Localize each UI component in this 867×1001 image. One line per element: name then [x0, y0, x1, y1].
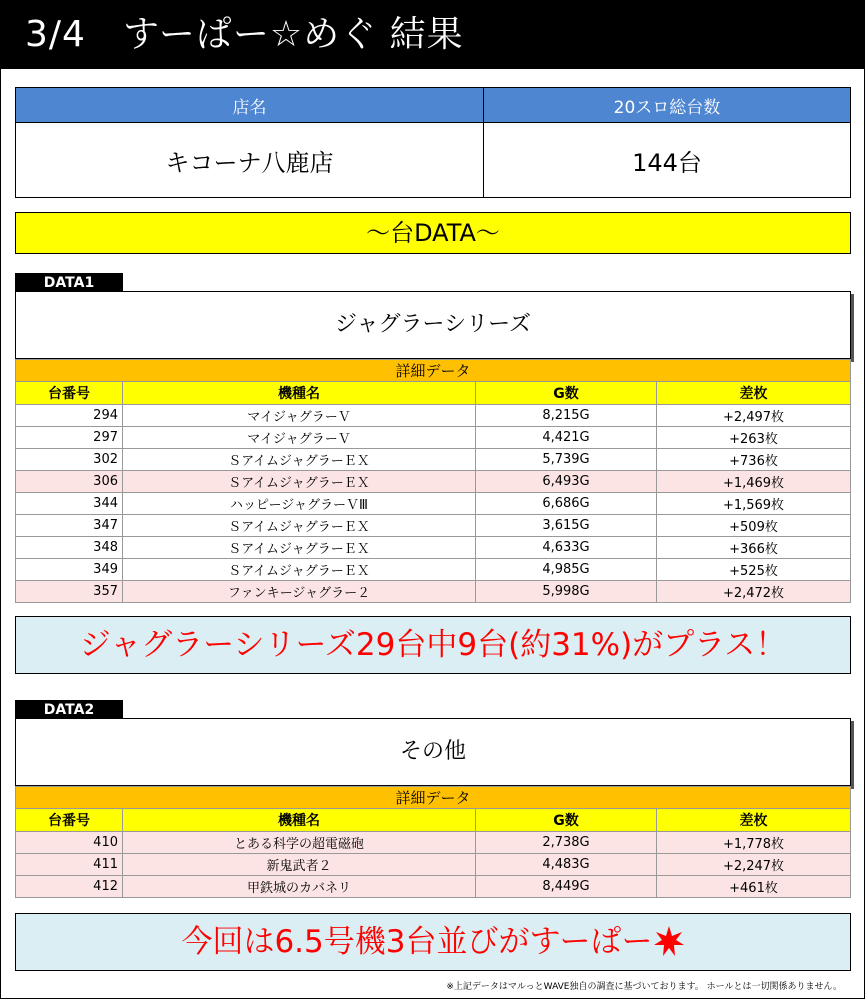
- machine-name-cell: マイジャグラーＶ: [123, 405, 476, 427]
- games-cell: 3,615G: [476, 515, 657, 537]
- data-banner: ～台DATA～: [15, 212, 851, 254]
- difference-cell: +461枚: [657, 876, 851, 898]
- machine-name-cell: ＳアイムジャグラーＥＸ: [123, 537, 476, 559]
- shop-info-table: [15, 87, 851, 198]
- table-row: [16, 427, 851, 449]
- difference-cell: +2,497枚: [657, 405, 851, 427]
- table-row: [16, 537, 851, 559]
- games-cell: 2,738G: [476, 832, 657, 854]
- difference-cell: +509枚: [657, 515, 851, 537]
- machine-name-cell: とある科学の超電磁砲: [123, 832, 476, 854]
- page-title: 3/4 すーぱー☆めぐ 結果: [1, 1, 864, 69]
- games-cell: 8,215G: [476, 405, 657, 427]
- machine-number-cell: 302: [16, 449, 123, 471]
- games-cell: 5,739G: [476, 449, 657, 471]
- machine-name-cell: ＳアイムジャグラーＥＸ: [123, 559, 476, 581]
- col-difference: 差枚: [657, 809, 851, 832]
- machine-number-cell: 412: [16, 876, 123, 898]
- data1-table: [15, 359, 851, 603]
- machine-number-cell: 344: [16, 493, 123, 515]
- data1-rows: [16, 405, 851, 603]
- difference-cell: +1,778枚: [657, 832, 851, 854]
- data2-summary-text: 今回は6.5号機3台並びがすーぱー: [181, 924, 653, 960]
- table-row: [16, 493, 851, 515]
- difference-cell: +2,472枚: [657, 581, 851, 603]
- data2-rows: [16, 832, 851, 898]
- data1-tag: DATA1: [15, 273, 123, 293]
- star-burst-icon: [653, 916, 685, 972]
- machine-name-cell: 新鬼武者２: [123, 854, 476, 876]
- machine-name-cell: ＳアイムジャグラーＥＸ: [123, 515, 476, 537]
- machine-number-cell: 347: [16, 515, 123, 537]
- difference-cell: +525枚: [657, 559, 851, 581]
- data1-detail-label: 詳細データ: [16, 360, 851, 382]
- table-row: [16, 471, 851, 493]
- shop-name-header: 店名: [16, 88, 484, 123]
- table-row: [16, 854, 851, 876]
- table-row: [16, 449, 851, 471]
- table-row: [16, 832, 851, 854]
- games-cell: 6,493G: [476, 471, 657, 493]
- table-row: [16, 876, 851, 898]
- col-games: G数: [476, 382, 657, 405]
- games-cell: 4,985G: [476, 559, 657, 581]
- machine-number-cell: 294: [16, 405, 123, 427]
- games-cell: 4,421G: [476, 427, 657, 449]
- games-cell: 5,998G: [476, 581, 657, 603]
- col-games: G数: [476, 809, 657, 832]
- machine-number-cell: 349: [16, 559, 123, 581]
- data2-tag: DATA2: [15, 700, 123, 720]
- data2-table: [15, 786, 851, 898]
- data2-summary: [15, 913, 851, 971]
- difference-cell: +1,569枚: [657, 493, 851, 515]
- machine-name-cell: ＳアイムジャグラーＥＸ: [123, 449, 476, 471]
- games-cell: 4,483G: [476, 854, 657, 876]
- machine-number-cell: 411: [16, 854, 123, 876]
- table-row: [16, 515, 851, 537]
- difference-cell: +2,247枚: [657, 854, 851, 876]
- difference-cell: +736枚: [657, 449, 851, 471]
- data2-series-title: その他: [15, 718, 851, 786]
- machine-name-cell: ＳアイムジャグラーＥＸ: [123, 471, 476, 493]
- col-machine-number: 台番号: [16, 809, 123, 832]
- machine-number-cell: 410: [16, 832, 123, 854]
- machine-number-cell: 348: [16, 537, 123, 559]
- data2-detail-label: 詳細データ: [16, 787, 851, 809]
- col-machine-name: 機種名: [123, 382, 476, 405]
- col-machine-number: 台番号: [16, 382, 123, 405]
- col-machine-name: 機種名: [123, 809, 476, 832]
- footnote: ※上記データはマルっとWAVE独自の調査に基づいております。 ホールとは一切関係ありません。: [446, 982, 842, 992]
- machine-count: 144台: [484, 123, 851, 198]
- col-difference: 差枚: [657, 382, 851, 405]
- table-row: [16, 405, 851, 427]
- machine-name-cell: ファンキージャグラー２: [123, 581, 476, 603]
- shop-name: キコーナ八鹿店: [16, 123, 484, 198]
- difference-cell: +263枚: [657, 427, 851, 449]
- machine-number-cell: 306: [16, 471, 123, 493]
- machine-number-cell: 357: [16, 581, 123, 603]
- table-row: [16, 581, 851, 603]
- machine-count-header: 20スロ総台数: [484, 88, 851, 123]
- games-cell: 6,686G: [476, 493, 657, 515]
- difference-cell: +1,469枚: [657, 471, 851, 493]
- machine-name-cell: ハッピージャグラーＶⅢ: [123, 493, 476, 515]
- games-cell: 4,633G: [476, 537, 657, 559]
- table-row: [16, 559, 851, 581]
- machine-name-cell: マイジャグラーＶ: [123, 427, 476, 449]
- games-cell: 8,449G: [476, 876, 657, 898]
- difference-cell: +366枚: [657, 537, 851, 559]
- machine-number-cell: 297: [16, 427, 123, 449]
- data1-summary: ジャグラーシリーズ29台中9台(約31%)がプラス！: [15, 616, 851, 674]
- data1-series-title: ジャグラーシリーズ: [15, 291, 851, 359]
- machine-name-cell: 甲鉄城のカバネリ: [123, 876, 476, 898]
